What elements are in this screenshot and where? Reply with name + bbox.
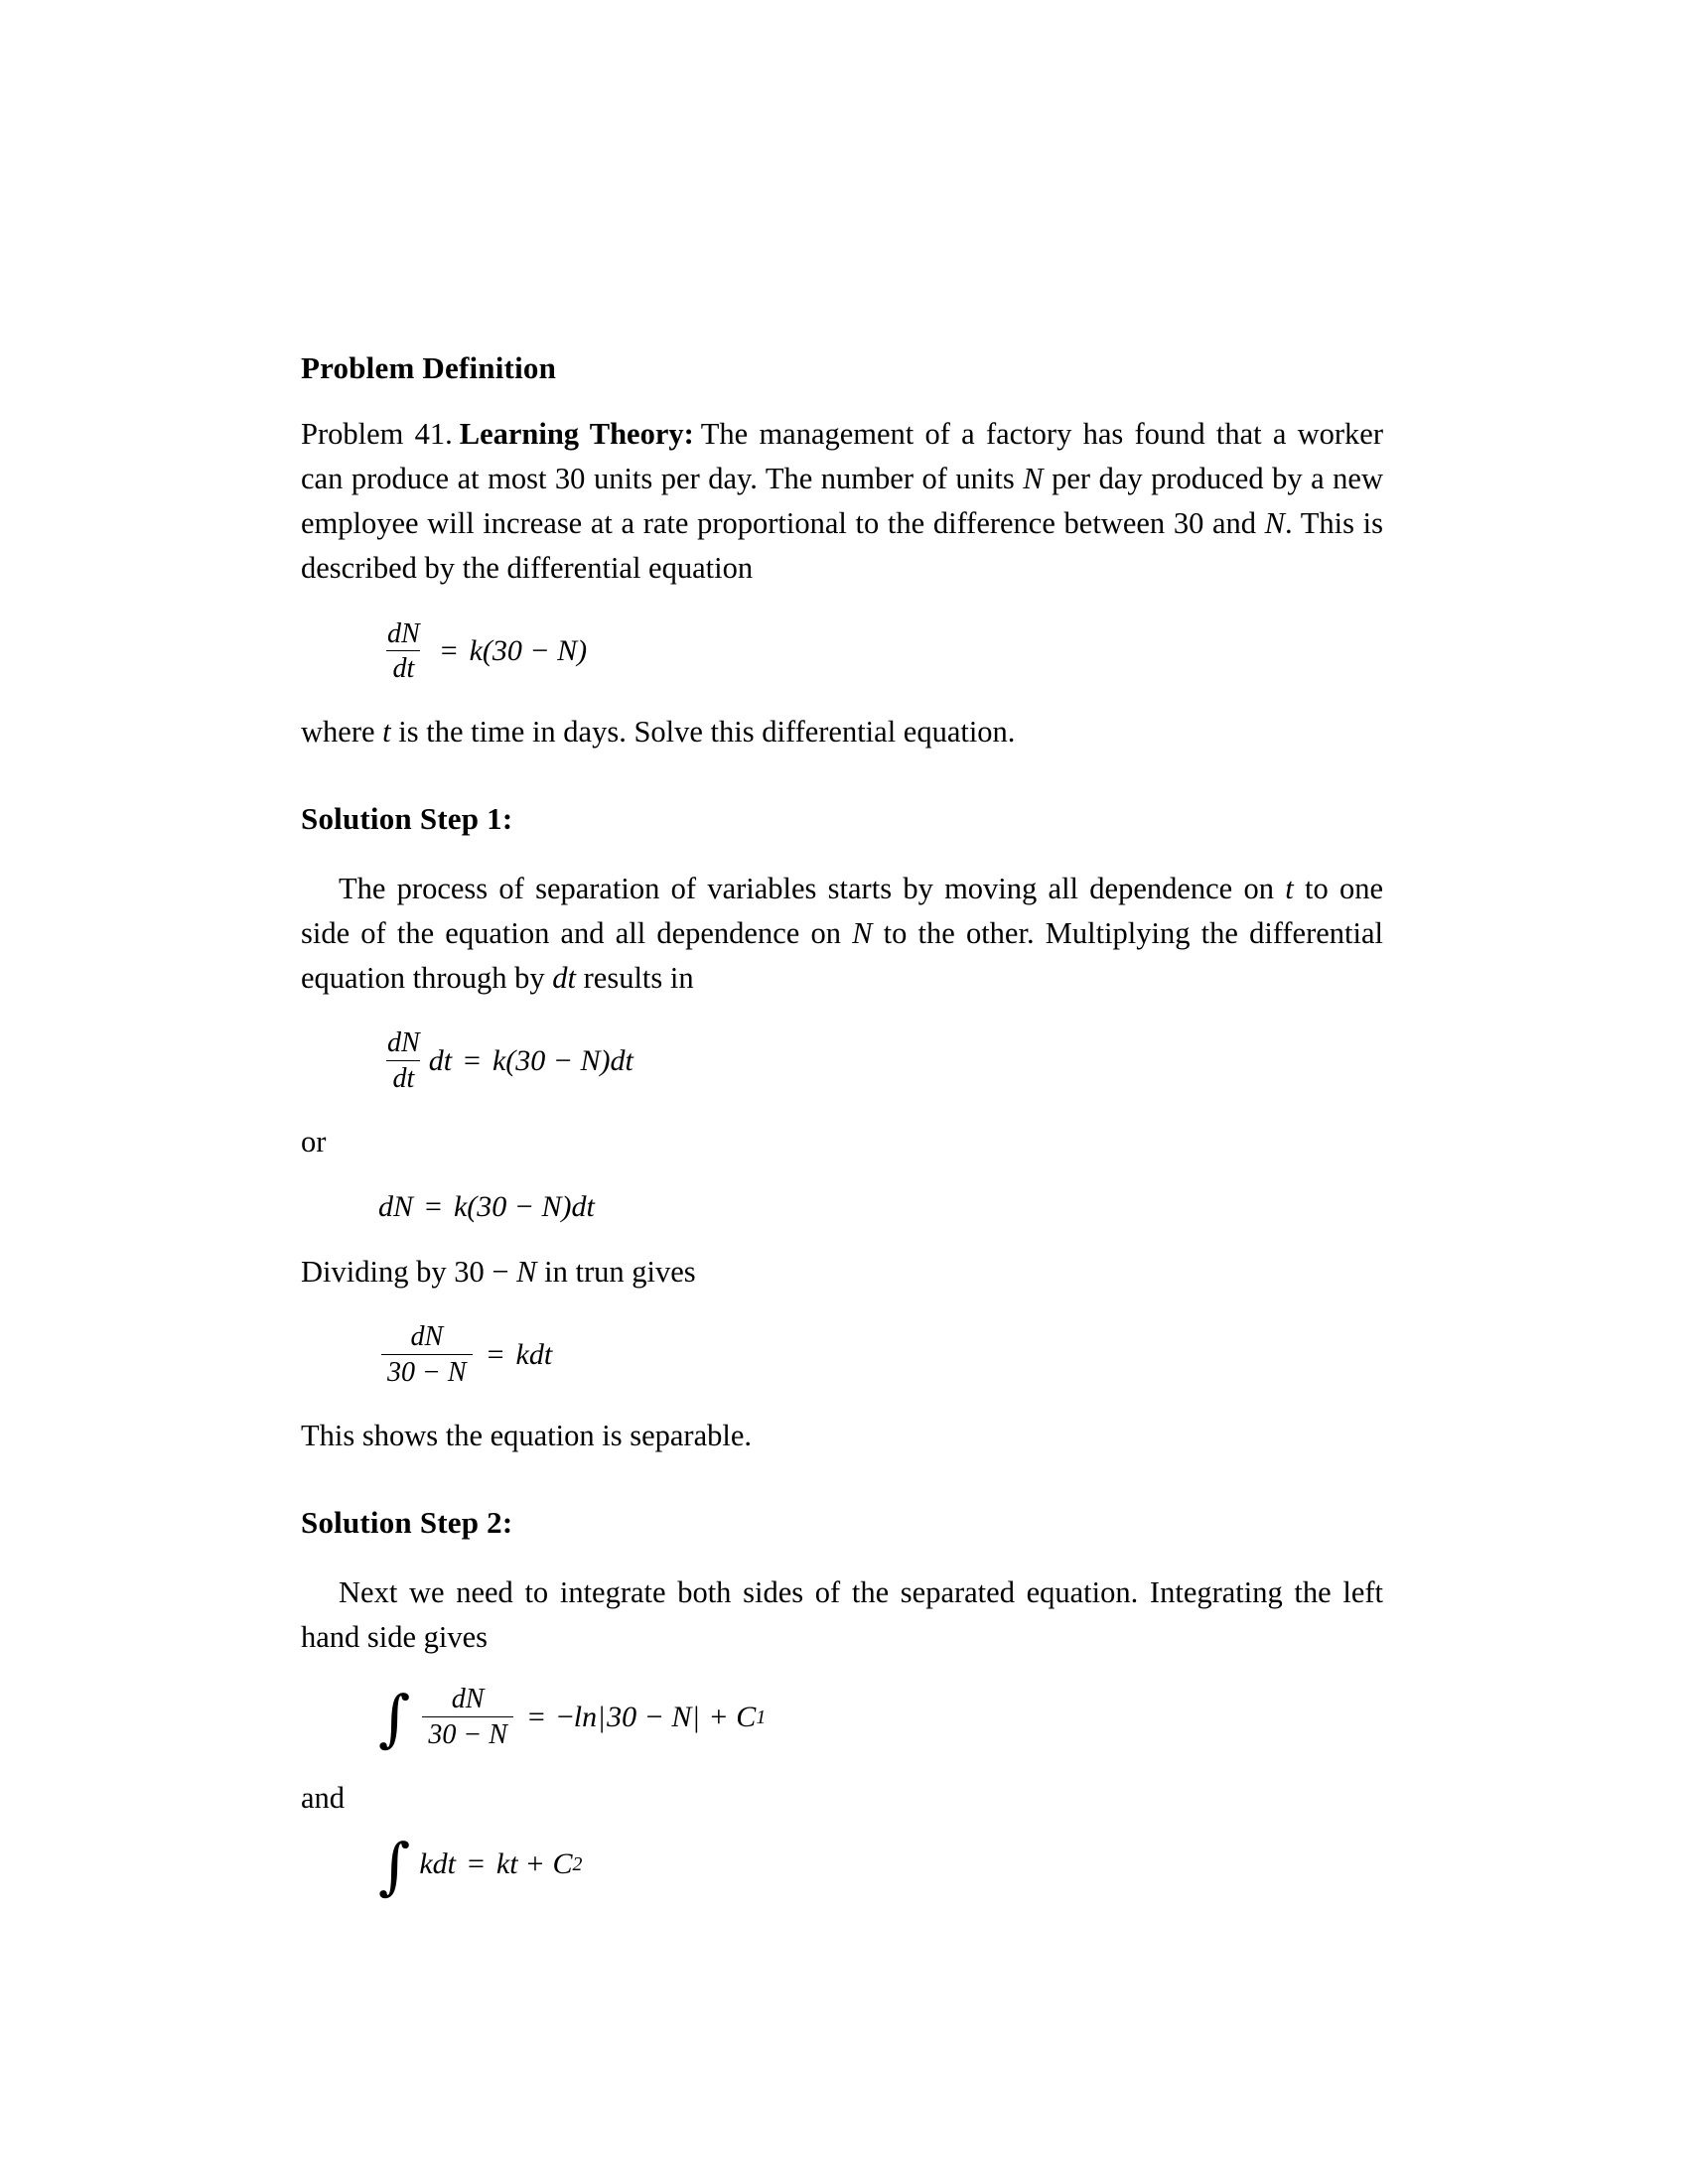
equation-left-hand-side: dN	[378, 1189, 414, 1223]
differential-dt: dt	[428, 1044, 453, 1078]
integral-icon: ∫	[378, 1829, 411, 1902]
fraction-dN-dt	[381, 1028, 426, 1093]
solution-step-1-paragraph: The process of separation of variables starts by moving all dependence on t to one side of the equation and all dependence on N to the other. Multiplying the differential equation through by dt results in	[301, 871, 1383, 995]
problem-definition-heading: Problem Definition	[301, 350, 557, 385]
fraction-numerator: dN	[387, 617, 420, 649]
separable-closing-paragraph: This shows the equation is separable.	[301, 1418, 753, 1452]
solution-step-2-paragraph: Next we need to integrate both sides of the separated equation. Integrating the left hand side gives	[301, 1574, 1383, 1654]
equals-sign: =	[527, 1701, 545, 1734]
plus-sign: +	[526, 1847, 544, 1881]
fraction-numerator: dN	[451, 1684, 485, 1715]
equation-differential-equation	[301, 616, 1383, 684]
equation-row	[378, 1190, 595, 1224]
natural-log-label: ln	[573, 1701, 598, 1734]
fraction-denominator: 30 − N	[422, 1716, 513, 1750]
fraction-numerator: dN	[387, 1027, 420, 1059]
equation-right-hand-side: k(30 − N)dt	[453, 1189, 595, 1223]
equals-sign: =	[464, 1044, 481, 1078]
solution-step-2-heading: Solution Step 2:	[301, 1504, 513, 1540]
integration-constant-subscript: 2	[572, 1852, 583, 1875]
fraction-denominator: 30 − N	[381, 1354, 473, 1388]
plus-sign: +	[710, 1701, 728, 1734]
integration-constant: C	[552, 1847, 573, 1881]
negative-sign: −	[556, 1701, 574, 1734]
equation-separated	[301, 1319, 1383, 1387]
integral-icon: ∫	[378, 1682, 411, 1755]
equation-row	[378, 1028, 633, 1093]
connector-or: or	[301, 1124, 327, 1159]
equation-row	[378, 1829, 583, 1902]
solution-step-1-heading: Solution Step 1:	[301, 800, 513, 836]
equation-dN-equals	[301, 1190, 1383, 1224]
integrand: kdt	[419, 1847, 456, 1881]
fraction-denominator: dt	[386, 1060, 420, 1094]
equation-row	[378, 619, 587, 684]
fraction-dN-dt	[381, 619, 426, 684]
equation-row	[378, 1682, 767, 1755]
equation-integral-right-hand-side	[301, 1829, 1383, 1902]
equation-multiplied-by-dt	[301, 1025, 1383, 1093]
equation-right-hand-term: kt	[495, 1847, 518, 1881]
equals-sign: =	[487, 1338, 504, 1372]
fraction-dN-over-30-minus-N	[422, 1685, 513, 1749]
problem-closing-paragraph: where t is the time in days. Solve this differential equation.	[301, 714, 1016, 749]
problem-topic-label: Learning Theory:	[459, 417, 694, 452]
absolute-value-bar-left: |	[599, 1701, 606, 1734]
connector-and: and	[301, 1780, 346, 1815]
dividing-step-paragraph: Dividing by 30 − N in trun gives	[301, 1254, 696, 1289]
problem-number-label: Problem 41.	[301, 417, 453, 452]
equation-row	[378, 1322, 552, 1387]
equation-integral-left-hand-side	[301, 1682, 1383, 1755]
fraction-dN-over-30-minus-N	[381, 1322, 473, 1387]
fraction-denominator: dt	[386, 650, 420, 684]
problem-statement-paragraph	[301, 412, 1383, 590]
fraction-numerator: dN	[410, 1321, 444, 1353]
integration-constant-subscript: 1	[756, 1706, 767, 1728]
problem-body-text: The management of a factory has found that a worker can produce at most 30 units per day. The number of units N per day produced by a new employee will increase at a rate proportional to the difference between 30 and N. This is described by the differential equation	[301, 417, 1384, 585]
equals-sign: =	[467, 1847, 485, 1881]
equation-right-hand-side: k(30 − N)dt	[492, 1044, 633, 1078]
absolute-value-bar-right: |	[693, 1701, 700, 1734]
equals-sign: =	[440, 634, 458, 668]
equals-sign: =	[425, 1189, 442, 1223]
equation-right-hand-side: kdt	[515, 1338, 553, 1372]
equation-right-hand-side: k(30 − N)	[469, 634, 588, 668]
absolute-value-argument: 30 − N	[607, 1701, 692, 1734]
document-content	[301, 349, 1383, 1920]
integration-constant: C	[736, 1701, 757, 1734]
